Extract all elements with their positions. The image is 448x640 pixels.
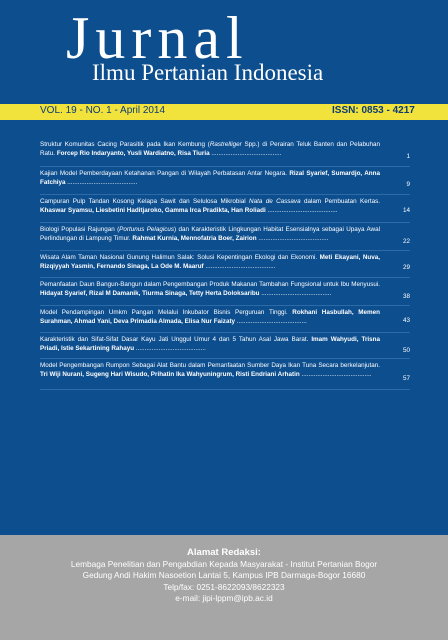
toc-entry [40,251,410,277]
article-page-number: 9 [406,181,410,188]
article-authors: Imam Wahyudi, Trisna Priadi, Istie Sekartining Rahayu [40,336,381,352]
article-title: Model Pengembangan Rumpon Sebagai Alat Bantu dalam Pemanfaatan Sumber Daya Ikan Tuna Secara berkelanjutan. [40,362,380,369]
toc-entry-text [40,359,380,380]
leader-dots: ........................................ [209,149,282,157]
article-title-italic: Rastrelliger [209,141,242,148]
article-authors: Rizal Syarief, Sumardjo, Anna Fatchiya [40,170,381,186]
article-page-number: 29 [402,264,410,271]
toc-entry [40,333,410,358]
editorial-address [0,535,448,640]
article-title-cont: Spp.) di Perairan Teluk Banten dan Pelabuhan Ratu. [40,141,380,157]
article-authors: Khaswar Syamsu, Liesbetini Haditjaroko, Gamma Irca Pradikta, Han Roliadi [40,206,266,214]
article-page-number: 22 [402,238,410,245]
toc-entry [40,278,410,305]
article-page-number: 14 [402,207,410,214]
address-line: Gedung Andi Hakim Nasoetion Lantai 5, Kampus IPB Darmaga-Bogor 16680 [82,570,366,581]
leader-dots: ........................................ [265,206,338,214]
toc-entry [40,306,410,332]
article-authors: Rahmat Kurnia, Mennofatria Boer, Zairion [132,234,257,242]
address-line: e-mail: jipi-lppm@ipb.ac.id [175,593,273,604]
article-page-number: 38 [402,293,410,300]
article-page-number: 1 [406,153,410,160]
address-heading: Alamat Redaksi: [187,547,261,558]
toc-entry [40,223,410,250]
address-line: Lembaga Penelitian dan Pengabdian Kepada Masyarakat - Institut Pertanian Bogor [70,559,378,569]
entry-divider [40,389,410,390]
article-page-number: 57 [402,375,410,382]
article-authors: Forcep Rio Indaryanto, Yusli Wardiatno, Risa Tiuria [56,149,210,157]
toc-entry [40,167,410,194]
toc-entry [40,195,410,222]
leader-dots: ........................................ [256,234,329,242]
article-title: Wisata Alam Taman Nasional Gunung Halimun Salak: Solusi Kepentingan Ekologi dan Ekonomi. [40,254,320,261]
toc-entry-text [40,195,380,216]
toc-entry-text [40,223,380,244]
article-authors: Meti Ekayani, Nuva, Rizqiyyah Yasmin, Fernando Sinaga, La Ode M. Maaruf [40,254,381,270]
article-authors: Rokhani Hasbullah, Memen Surahman, Ahmad Yani, Deva Primadia Almada, Elisa Nur Faizaty [40,309,380,325]
article-authors: Hidayat Syarief, Rizal M Damanik, Tiurma Sinaga, Tetty Herta Doloksaribu [40,289,260,297]
table-of-contents [40,138,410,390]
leader-dots: ........................................ [299,370,372,378]
article-title: Karakteristik dan Sifat-Sifat Dasar Kayu Jati Unggul Umur 4 dan 5 Tahun Asal Jawa Barat. [40,336,312,343]
article-title-cont: dalam Pembuatan Kertas. [300,198,380,205]
toc-entry-text [40,333,380,354]
masthead [0,0,448,104]
article-title-italic: Nata de Cassava [249,198,301,205]
toc-entry-text [40,167,380,188]
address-line: Telp/fax: 0251-8622093/8622323 [163,581,285,592]
journal-subtitle: Ilmu Pertanian Indonesia [92,60,324,85]
leader-dots: ........................................ [134,344,206,352]
leader-dots: ........................................ [203,262,276,270]
article-title-italic: Portunus Pelagicus [119,226,175,233]
leader-dots: ........................................ [235,317,307,325]
article-title: Campuran Pulp Tandan Kosong Kelapa Sawit dan Selulosa Mikrobial [40,198,250,205]
toc-entry-text [40,306,380,327]
article-page-number: 50 [402,347,410,354]
volume-bar [0,104,448,120]
issn-info: ISSN: 0853 - 4217 [332,105,415,116]
volume-info: VOL. 19 - NO. 1 - April 2014 [40,105,166,116]
article-title: Kajian Model Pemberdayaan Ketahanan Pangan di Wilayah Perbatasan Antar Negara. [40,170,290,177]
toc-entry-text [40,251,380,272]
article-title: Pemanfaatan Daun Bangun-Bangun dalam Pengembangan Produk Makanan Tambahan Fungsional untuk Ibu Menyusui. [40,281,380,288]
article-title: Biologi Populasi Rajungan ( [40,226,120,233]
article-title-cont: ) dan Karakteristik Lingkungan Habitat Esensialnya sebagai Upaya Awal Perlindungan di Lampung Timur. [40,226,380,242]
toc-entry [40,359,410,389]
article-authors: Tri Wiji Nurani, Sugeng Hari Wisudo, Prihatin Ika Wahyuningrum, Risti Endriani Arhatin [40,370,300,378]
article-page-number: 43 [402,317,410,324]
toc-entry-text [40,278,380,299]
article-title: Model Pendampingan Umkm Pangan Melalui Inkubator Bisnis Perguruan Tinggi. [40,309,293,316]
toc-entry-text [40,138,380,159]
journal-title: Jurnal [66,5,249,71]
article-title: Struktur Komunitas Cacing Parasitik pada Ikan Kembung ( [40,141,210,148]
toc-entry [40,138,410,166]
leader-dots: ........................................ [65,178,138,186]
leader-dots: ........................................ [259,289,332,297]
